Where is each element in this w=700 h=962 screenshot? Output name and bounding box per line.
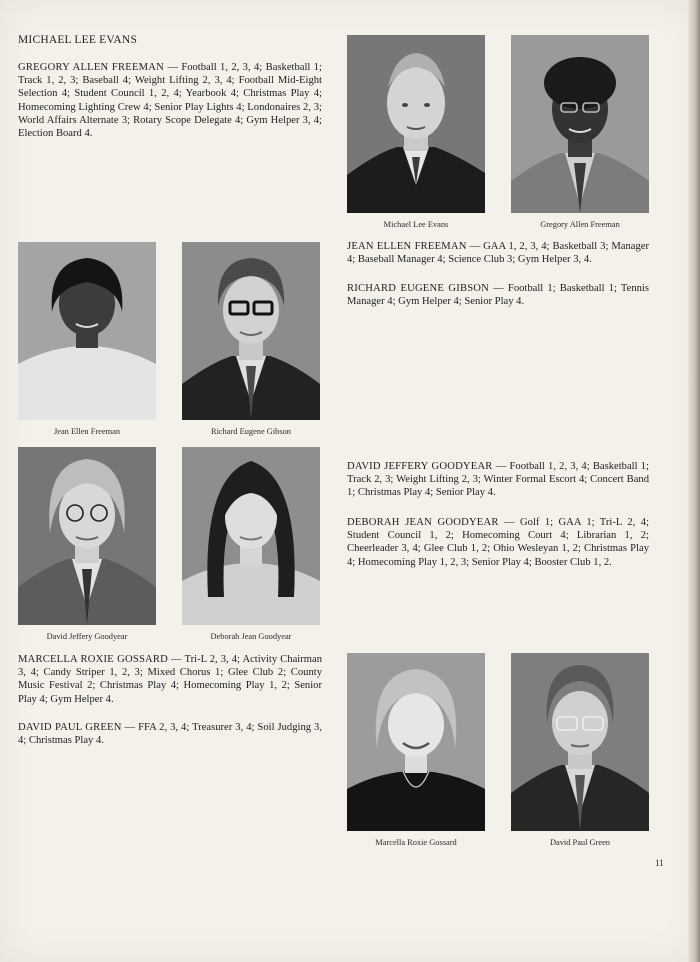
- caption-gregory-allen-freeman: Gregory Allen Freeman: [540, 220, 620, 229]
- portrait-david-jeffery-goodyear: [18, 447, 156, 625]
- bio-text: — FFA 2, 3, 4; Treasurer 3, 4; Soil Judging 3, 4; Christmas Play 4.: [18, 722, 322, 747]
- top-name: MICHAEL LEE EVANS: [18, 34, 138, 46]
- bio-name: DAVID PAUL GREEN: [18, 722, 122, 733]
- portrait-david-paul-green: [511, 653, 649, 831]
- bio-name: MARCELLA ROXIE GOSSARD: [18, 654, 169, 665]
- bio-text: — Football 1, 2, 3, 4; Basketball 1; Track 2, 3; Weight Lifting 2, 3; Winter Formal Escort 4; Concert Band 1; Christmas Play 4; Senior Play 4.: [347, 461, 649, 499]
- bio-jean-ellen-freeman: [347, 240, 649, 266]
- portrait-image: [511, 653, 649, 831]
- bio-name: RICHARD EUGENE GIBSON: [347, 283, 490, 294]
- bio-name: DAVID JEFFERY GOODYEAR: [347, 461, 493, 472]
- bio-text: — Tri-L 2, 3, 4; Activity Chairman 3, 4; Candy Striper 1, 2, 3; Mixed Chorus 1; Glee Club 2; County Music Festival 2; Christmas Play 4; Homecoming Play 1, 2; Senior Play 4; Gym Helper 4.: [18, 654, 322, 705]
- caption-jean-ellen-freeman: Jean Ellen Freeman: [53, 427, 121, 436]
- caption-david-jeffery-goodyear: David Jeffery Goodyear: [46, 632, 128, 641]
- portrait-image: [511, 35, 649, 213]
- bio-name: DEBORAH JEAN GOODYEAR: [347, 517, 499, 528]
- bio-name: JEAN ELLEN FREEMAN: [347, 241, 467, 252]
- portrait-image: [347, 35, 485, 213]
- bio-gregory-freeman: [18, 61, 322, 140]
- caption-david-paul-green: David Paul Green: [549, 838, 610, 847]
- caption-richard-eugene-gibson: Richard Eugene Gibson: [210, 427, 291, 436]
- bio-text: — Golf 1; GAA 1; Tri-L 2, 4; Student Council 1, 2; Homecoming Court 4; Librarian 1, 2; Cheerleader 3, 4; Glee Club 1, 2; Ohio Wesleyan 1, 2; Christmas Play 4; Homecoming Play 1, 2, 3; Senior Play 4; Booster Club 1, 2.: [347, 517, 649, 568]
- portrait-image: [182, 242, 320, 420]
- portrait-michael-lee-evans: [347, 35, 485, 213]
- bio-marcella-roxie-gossard: [18, 653, 322, 706]
- bio-name: GREGORY ALLEN FREEMAN: [18, 62, 164, 73]
- portrait-deborah-jean-goodyear: [182, 447, 320, 625]
- bio-richard-eugene-gibson: [347, 282, 649, 308]
- caption-marcella-roxie-gossard: Marcella Roxie Gossard: [375, 838, 457, 847]
- page-number: 11: [655, 858, 664, 868]
- bio-david-paul-green: [18, 721, 322, 747]
- portrait-marcella-roxie-gossard: [347, 653, 485, 831]
- portrait-gregory-allen-freeman: [511, 35, 649, 213]
- bio-deborah-jean-goodyear: [347, 516, 649, 569]
- portrait-image: [18, 242, 156, 420]
- caption-deborah-jean-goodyear: Deborah Jean Goodyear: [210, 632, 292, 641]
- bio-text: — Football 1, 2, 3, 4; Basketball 1; Track 1, 2, 3; Baseball 4; Weight Lifting 2, 3, 4; Football Mid-Eight Selection 4; Student Council 1, 2, 4; Yearbook 4; Christmas Play 4; Homecoming Lighting Crew 4; Senior Play Lights 4; Londonaires 2, 3; World Affairs Alternate 3; Rotary Scope Delegate 4; Gym Helper 3, 4; Election Board 4.: [18, 62, 322, 140]
- portrait-image: [18, 447, 156, 625]
- portrait-image: [182, 447, 320, 625]
- portrait-jean-ellen-freeman: [18, 242, 156, 420]
- portrait-image: [347, 653, 485, 831]
- bio-text: — Football 1; Basketball 1; Tennis Manager 4; Gym Helper 4; Senior Play 4.: [347, 283, 649, 308]
- caption-michael-lee-evans: Michael Lee Evans: [383, 220, 449, 229]
- bio-text: — GAA 1, 2, 3, 4; Basketball 3; Manager 4; Baseball Manager 4; Science Club 3; Gym Helper 3, 4.: [347, 241, 650, 266]
- portrait-richard-eugene-gibson: [182, 242, 320, 420]
- bio-david-jeffery-goodyear: [347, 460, 649, 500]
